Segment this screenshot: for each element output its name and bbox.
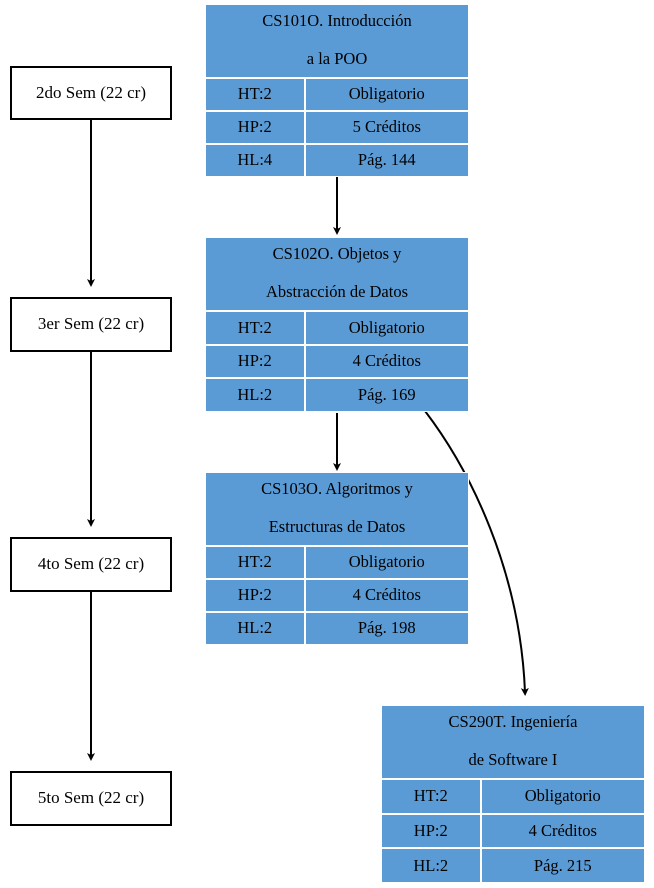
course-title-line2: Abstracción de Datos [265, 281, 409, 301]
course-row [206, 312, 468, 346]
course-cell-page: Pág. 215 [533, 855, 592, 875]
semester-node-3er[interactable] [10, 297, 172, 352]
course-card-cs102o[interactable] [205, 237, 469, 412]
course-title-line1: CS290T. Ingeniería [448, 712, 578, 731]
course-row [206, 613, 468, 644]
semester-label: 5to Sem (22 cr) [37, 788, 145, 808]
course-row [206, 79, 468, 112]
course-title-line2: de Software I [468, 749, 558, 769]
course-row [206, 346, 468, 380]
semester-label: 4to Sem (22 cr) [37, 554, 145, 574]
course-row [206, 379, 468, 411]
course-cell-hours: HP:2 [382, 815, 482, 848]
semester-node-4to[interactable] [10, 537, 172, 592]
course-cell-type: Obligatorio [348, 317, 425, 337]
course-title [382, 706, 644, 780]
course-row [206, 145, 468, 176]
course-row [206, 112, 468, 145]
course-cell-credits: 4 Créditos [352, 585, 421, 605]
course-card-cs290t[interactable] [381, 705, 645, 883]
course-title [206, 238, 468, 312]
course-cell-hours: HP:2 [206, 346, 306, 378]
course-title-line1: CS102O. Objetos y [272, 244, 402, 263]
semester-node-2do[interactable] [10, 66, 172, 120]
course-cell-page: Pág. 144 [357, 150, 416, 170]
course-cell-type: Obligatorio [348, 84, 425, 104]
course-title [206, 5, 468, 79]
course-cell-hours: HT:2 [382, 780, 482, 813]
course-cell-credits: 5 Créditos [352, 117, 421, 137]
course-cell-hours: HL:4 [206, 145, 306, 176]
course-title-line1: CS103O. Algoritmos y [261, 479, 413, 498]
course-card-cs101o[interactable] [205, 4, 469, 177]
course-title-line2: a la POO [306, 48, 368, 68]
course-row [206, 580, 468, 613]
course-cell-hours: HT:2 [206, 79, 306, 110]
semester-node-5to[interactable] [10, 771, 172, 826]
course-cell-type: Obligatorio [524, 786, 601, 806]
course-row [382, 849, 644, 882]
course-row [206, 547, 468, 580]
course-cell-hours: HT:2 [206, 547, 306, 578]
course-cell-page: Pág. 169 [357, 385, 416, 405]
course-cell-hours: HL:2 [206, 613, 306, 644]
semester-label: 2do Sem (22 cr) [35, 82, 146, 102]
course-cell-page: Pág. 198 [357, 618, 416, 638]
course-cell-hours: HT:2 [206, 312, 306, 344]
course-cell-type: Obligatorio [348, 552, 425, 572]
course-title [206, 473, 468, 547]
course-card-cs103o[interactable] [205, 472, 469, 645]
semester-label: 3er Sem (22 cr) [37, 314, 145, 334]
course-row [382, 780, 644, 815]
course-row [382, 815, 644, 850]
course-cell-hours: HP:2 [206, 580, 306, 611]
course-cell-credits: 4 Créditos [528, 820, 597, 840]
course-title-line1: CS101O. Introducción [262, 11, 412, 30]
course-cell-hours: HL:2 [382, 849, 482, 882]
course-title-line2: Estructuras de Datos [268, 516, 406, 536]
course-cell-hours: HL:2 [206, 379, 306, 411]
course-cell-hours: HP:2 [206, 112, 306, 143]
course-cell-credits: 4 Créditos [352, 351, 421, 371]
